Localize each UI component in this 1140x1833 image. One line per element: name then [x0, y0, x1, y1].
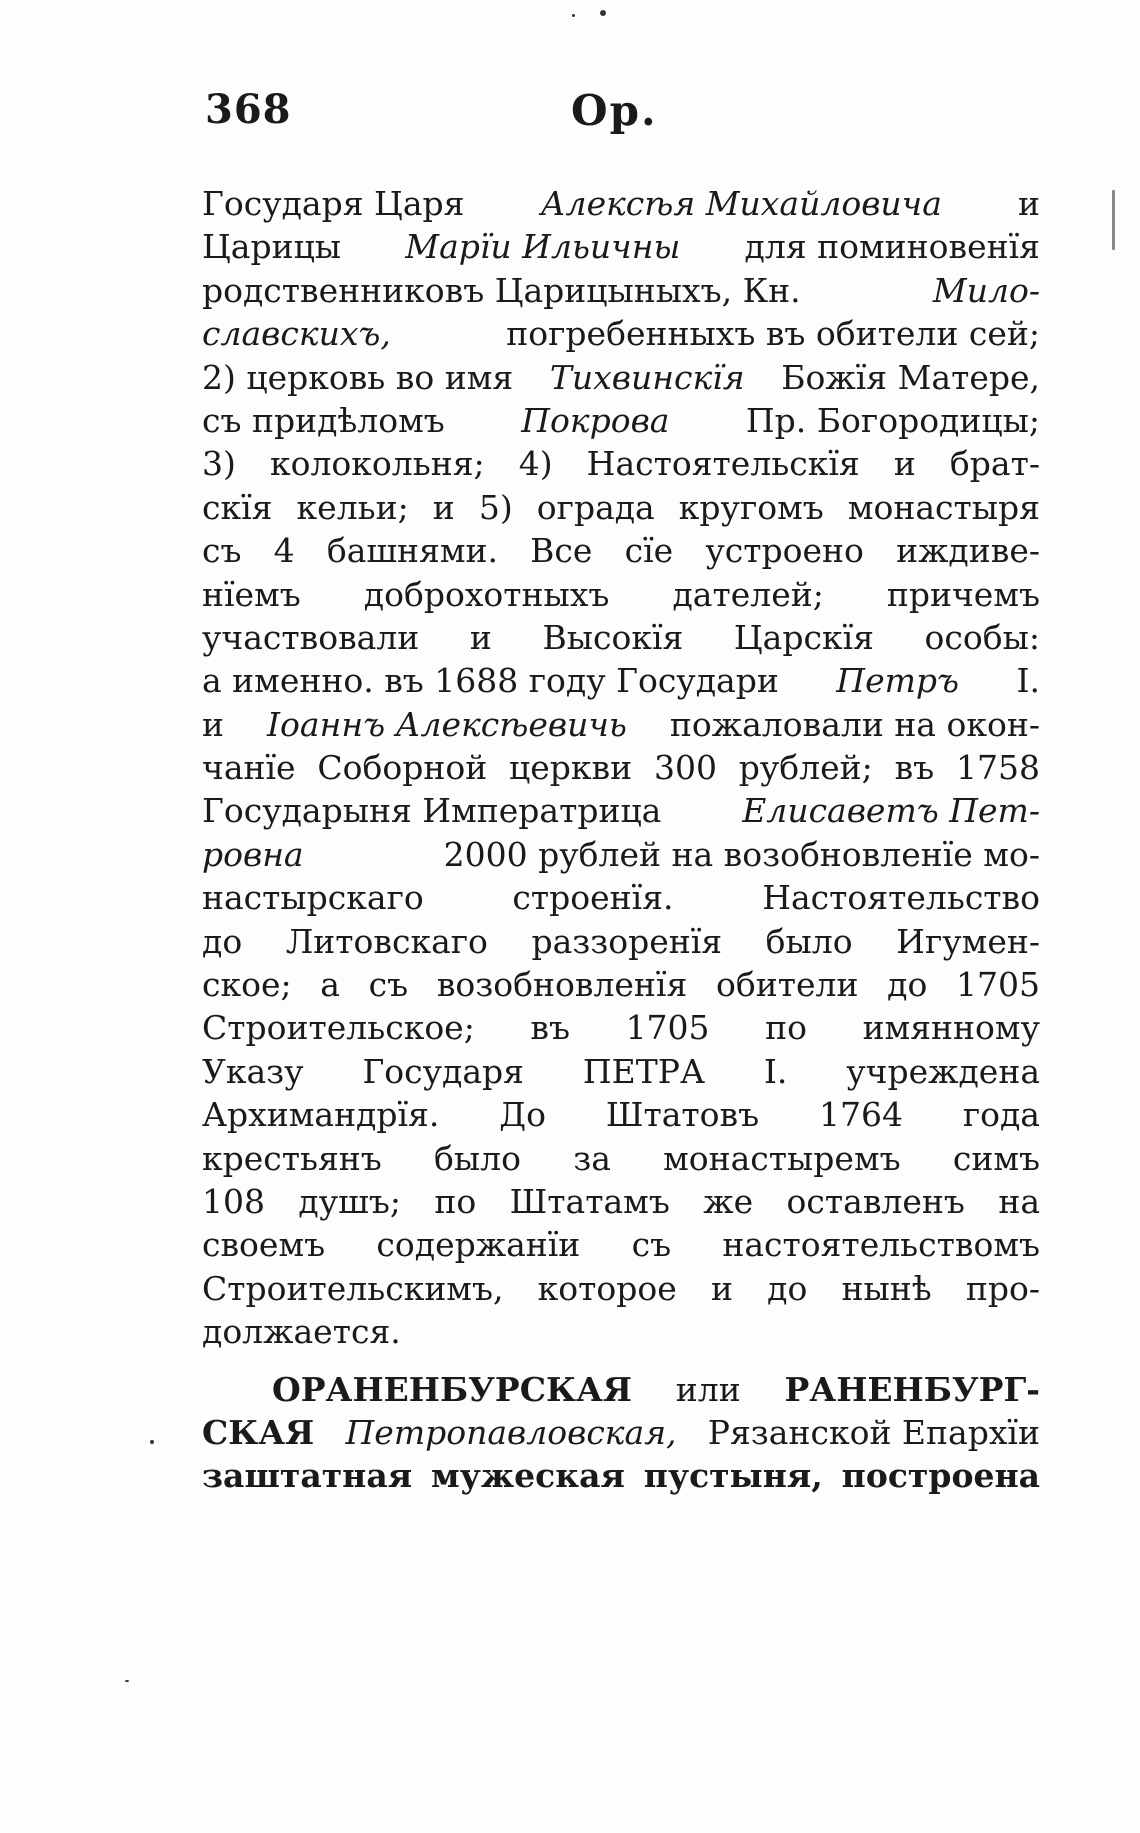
text-segment: съ 4 башнями. Все сїе устроено иждиве- [202, 531, 1040, 571]
text-segment: Мило- [932, 270, 1040, 310]
text-line [202, 1223, 1040, 1266]
text-segment: Тихвинскїя [549, 357, 745, 397]
text-segment: крестьянъ было за монастыремъ симъ [202, 1138, 1040, 1178]
text-segment: заштатная мужеская пустыня, построена [202, 1456, 1040, 1496]
text-segment: своемъ содержанїи съ настоятельствомъ [202, 1225, 1040, 1265]
text-segment: 3) колокольня; 4) Настоятельскїя и брат- [202, 444, 1040, 484]
text-segment: 2000 рублей на возобновленїе мо- [443, 834, 1040, 874]
text-segment: Государя Царя [202, 184, 465, 223]
text-line [202, 1180, 1040, 1223]
running-head: Ор. [571, 86, 658, 135]
text-segment: или [675, 1369, 741, 1409]
text-line [202, 1050, 1040, 1093]
text-segment: СКАЯ [202, 1412, 315, 1452]
text-line [202, 1267, 1040, 1310]
text-segment: погребенныхъ въ обители сей; [506, 314, 1040, 354]
text-line [202, 789, 1040, 832]
scan-speck [600, 10, 606, 16]
text-segment: Пр. Богородицы; [745, 400, 1040, 440]
text-line [202, 1006, 1040, 1049]
text-line [202, 442, 1040, 485]
text-line [202, 1137, 1040, 1180]
text-segment: чанїе Соборной церкви 300 рублей; въ 1758 [202, 748, 1040, 788]
text-segment: нїемъ доброхотныхъ дателей; причемъ [202, 574, 1040, 614]
text-line [202, 616, 1040, 659]
text-segment: а именно. въ 1688 году Государи [202, 661, 779, 701]
text-line [202, 529, 1040, 572]
text-line [202, 1310, 1040, 1353]
text-line [202, 269, 1040, 312]
text-line [202, 1411, 1040, 1454]
text-segment: ровна [202, 834, 304, 874]
text-segment: Петръ [836, 661, 960, 701]
text-segment: для поминовенїя [744, 227, 1040, 267]
text-line [202, 486, 1040, 529]
text-segment: 108 душъ; по Штатамъ же оставленъ на [202, 1181, 1040, 1221]
text-segment: Іоаннъ Алексѣевичь [267, 704, 627, 744]
page-number: 368 [205, 86, 292, 133]
text-segment: родственниковъ Царицыныхъ, Кн. [202, 270, 801, 310]
text-segment: ское; а съ возобновленїя обители до 1705 [202, 965, 1040, 1005]
text-line [202, 225, 1040, 268]
text-segment: 2) церковь во имя [202, 357, 514, 397]
text-line [202, 312, 1040, 355]
text-segment: Государыня Императрица [202, 791, 662, 831]
text-segment: Алексѣя Михайловича [540, 184, 942, 223]
text-line [202, 1093, 1040, 1136]
text-line [202, 876, 1040, 919]
text-segment: настырскаго строенїя. Настоятельство [202, 878, 1040, 918]
scan-speck [125, 1680, 129, 1682]
text-segment: должается. [202, 1312, 401, 1352]
page-header [205, 86, 1035, 146]
text-segment: участвовали и Высокїя Царскїя особы: [202, 617, 1040, 657]
text-segment: Елисаветъ Пет- [742, 791, 1040, 831]
text-line [202, 963, 1040, 1006]
text-segment: Указу Государя ПЕТРА I. учреждена [202, 1051, 1040, 1091]
body-text [202, 182, 1040, 1498]
text-line [202, 573, 1040, 616]
text-line [202, 746, 1040, 789]
text-line [202, 703, 1040, 746]
text-segment: Строительскимъ, которое и до нынѣ про- [202, 1268, 1040, 1308]
text-segment: РАНЕНБУРГ- [784, 1369, 1040, 1409]
text-segment: пожаловали на окон- [669, 704, 1040, 744]
text-segment: Царицы [202, 227, 342, 267]
text-segment: Петропавловская, [345, 1412, 677, 1452]
scan-speck [572, 14, 575, 17]
text-line [202, 182, 1040, 225]
text-line [202, 920, 1040, 963]
text-line [202, 833, 1040, 876]
scan-speck [150, 1440, 154, 1444]
text-line [202, 659, 1040, 702]
text-segment: I. [1016, 661, 1040, 701]
text-segment: ОРАНЕНБУРСКАЯ [272, 1369, 633, 1409]
text-segment: Покрова [521, 400, 670, 440]
text-line [202, 1454, 1040, 1497]
text-segment: до Литовскаго раззоренїя было Игумен- [202, 921, 1040, 961]
text-segment: Рязанской Епархїи [707, 1412, 1040, 1452]
text-segment: Марїи Ильичны [405, 227, 681, 267]
text-segment: и [1018, 184, 1040, 223]
text-segment: съ придѣломъ [202, 400, 445, 440]
text-segment: и [202, 704, 224, 744]
text-line [202, 1368, 1040, 1411]
text-segment: славскихъ, [202, 314, 391, 354]
text-segment: Строительское; въ 1705 по имянному [202, 1008, 1040, 1048]
text-segment: скїя кельи; и 5) ограда кругомъ монастыря [202, 487, 1040, 527]
text-line [202, 399, 1040, 442]
text-segment: Божїя Матере, [781, 357, 1040, 397]
text-line [202, 356, 1040, 399]
scan-speck [1112, 190, 1115, 250]
text-segment: Архимандрїя. До Штатовъ 1764 года [202, 1095, 1040, 1135]
